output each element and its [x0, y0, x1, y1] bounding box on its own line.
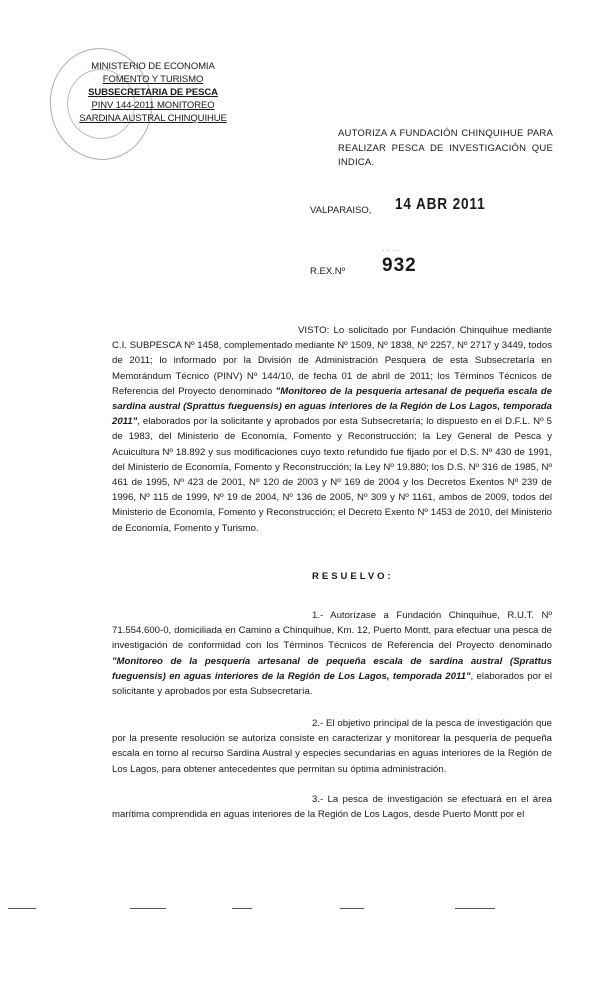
footer-mark-3	[232, 908, 252, 909]
resolution-subject: AUTORIZA A FUNDACIÓN CHINQUIHUE PARA REALIZAR PESCA DE INVESTIGACIÓN QUE INDICA.	[338, 128, 553, 168]
resolution-number: 932	[382, 255, 417, 276]
visto-text-1: Lo solicitado por Fundación Chinquihue mediante C.I. SUBPESCA Nº 1458, complementado mediante Nº 1509, Nº 1838, Nº 2257, Nº 2717 y 3449, todos de 2011; lo informado por la División de Administración Pesquera de esta Subsecretaría en Memorándum Técnico (PINV) Nº 144/10, de fecha 01 de abril de 2011; los Términos Técnicos de Referencia del Proyecto denominado	[112, 325, 552, 397]
dots-decoration: · · · ·	[382, 246, 400, 255]
header-ministry: MINISTERIO DE ECONOMIA	[91, 61, 215, 72]
rex-label: R.EX.Nº	[310, 266, 346, 277]
date-stamp: 14 ABR 2011	[395, 196, 486, 213]
header-pinv: PINV 144-2011 MONITOREO	[91, 100, 215, 111]
header-fomento: FOMENTO Y TURISMO	[102, 74, 204, 85]
paragraph-3: 3.- La pesca de investigación se efectuará en el área marítima comprendida en aguas interiores de la Región de Los Lagos, desde Puerto Montt por el	[112, 794, 552, 821]
footer-mark-4	[340, 908, 364, 909]
footer-mark-1	[8, 908, 36, 909]
paragraph-2: 2.- El objetivo principal de la pesca de investigación que por la presente resolución se autoriza consiste en caracterizar y monitorear la pesquería de pequeña escala en torno al recurso Sardina Austral y especies secundarias en aguas interiores de la Región de Los Lagos, para obtener antecedentes que permitan su óptima administración.	[112, 718, 552, 775]
footer-mark-5	[455, 908, 495, 909]
visto-paragraph	[112, 323, 552, 536]
paragraph-1	[112, 608, 552, 699]
header-sardina: SARDINA AUSTRAL CHINQUIHUE	[79, 113, 227, 124]
header-subsecretaria: SUBSECRETARIA DE PESCA	[88, 87, 218, 98]
p1-project-title: "Monitoreo de la pesquería artesanal de pequeña escala de sardina austral (Sprattus fueguensis) en aguas interiores de la Región de Los Lagos, temporada 2011"	[112, 655, 552, 682]
place: VALPARAISO,	[310, 205, 372, 216]
visto-text-2: , elaborados por la solicitante y aprobados por esta Subsecretaría; lo dispuesto en el D.F.L. Nº 5 de 1983, del Ministerio de Economía, Fomento y Reconstrucción; la Ley General de Pesca y Acuicultura Nº 18.892 y sus modificaciones cuyo texto refundido fue fijado por el D.S. Nº 430 de 1991, del Ministerio de Economía, Fomento y Reconstrucción; la Ley Nº 19.880; los D.S. Nº 316 de 1985, Nº 461 de 1995, Nº 423 de 2001, Nº 120 de 2003 y Nº 169 de 2004 y los Decretos Exentos Nº 239 de 1996, Nº 115 de 1999, Nº 19 de 2004, Nº 136 de 2005, Nº 309 y Nº 1161, ambos de 2009, todos del Ministerio de Economía, Fomento y Reconstrucción; el Decreto Exento Nº 1453 de 2010, del Ministerio de Economía, Fomento y Turismo.	[112, 416, 552, 534]
visto-lead: VISTO:	[298, 325, 330, 336]
p1-text-2: , elaborados por el solicitante y aprobados por esta Subsecretaría.	[112, 670, 552, 698]
ministry-header	[58, 60, 248, 125]
p1-text-1: 1.- Autorízase a Fundación Chinquihue, R.U.T. Nº 71.554.600-0, domiciliada en Camino a Chinquihue, Km. 12, Puerto Montt, para efectuar una pesca de investigación de conformidad con los Términos Técnicos de Referencia del Proyecto denominado	[112, 610, 552, 652]
resuelvo-heading: RESUELVO:	[312, 571, 394, 582]
footer-mark-2	[130, 908, 166, 909]
visto-project-title: "Monitoreo de la pesquería artesanal de pequeña escala de sardina austral (Sprattus fueguensis) en aguas interiores de la Región de Los Lagos, temporada 2011"	[112, 385, 553, 428]
